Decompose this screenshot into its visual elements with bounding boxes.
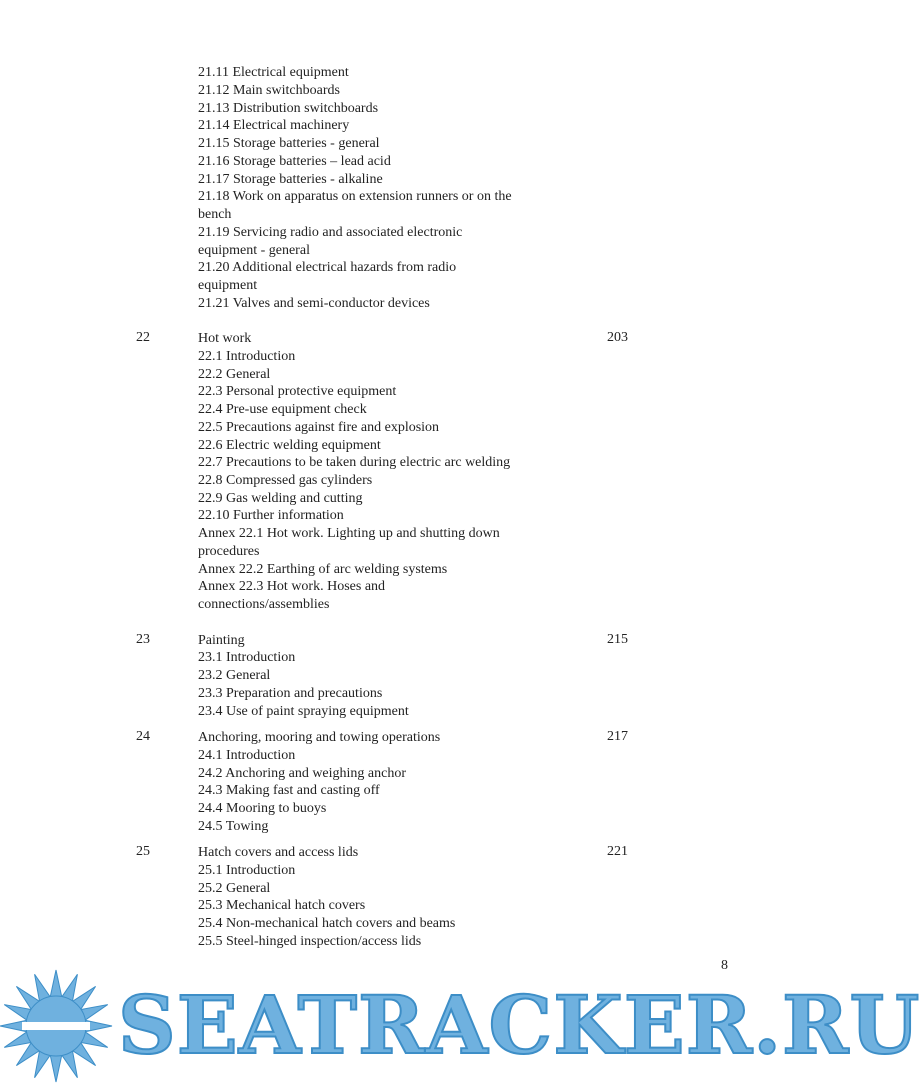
toc-entry: 21.15 Storage batteries - general bbox=[198, 136, 380, 151]
toc-entry: 25.1 Introduction bbox=[198, 863, 296, 878]
toc-entry: 24.4 Mooring to buoys bbox=[198, 801, 327, 816]
chapter-number: 23 bbox=[136, 632, 150, 647]
toc-entry: 21.21 Valves and semi-conductor devices bbox=[198, 296, 430, 311]
toc-entry: 23.1 Introduction bbox=[198, 650, 296, 665]
toc-entry: 21.20 Additional electrical hazards from radio bbox=[198, 260, 457, 275]
toc-entry: 22.4 Pre-use equipment check bbox=[198, 402, 367, 417]
toc-entry: Annex 22.1 Hot work. Lighting up and shutting down bbox=[198, 526, 500, 541]
toc-entry: Hot work bbox=[198, 331, 252, 346]
sun-icon bbox=[0, 970, 112, 1082]
toc-entry: 21.14 Electrical machinery bbox=[198, 118, 350, 133]
toc-entry: 21.18 Work on apparatus on extension runners or on the bbox=[198, 189, 512, 204]
chapter-number: 24 bbox=[136, 729, 150, 744]
chapter-page-number: 217 bbox=[607, 729, 628, 744]
toc-entry: 21.13 Distribution switchboards bbox=[198, 101, 379, 116]
toc-entry: 22.8 Compressed gas cylinders bbox=[198, 473, 373, 488]
chapter-page-number: 203 bbox=[607, 330, 628, 345]
toc-entry: 22.3 Personal protective equipment bbox=[198, 384, 397, 399]
chapter-number: 25 bbox=[136, 844, 150, 859]
toc-entry: Annex 22.3 Hot work. Hoses and bbox=[198, 579, 386, 594]
chapter-page-number: 215 bbox=[607, 632, 628, 647]
toc-entry: 23.4 Use of paint spraying equipment bbox=[198, 704, 409, 719]
toc-entry: 21.17 Storage batteries - alkaline bbox=[198, 172, 383, 187]
toc-entry: 24.2 Anchoring and weighing anchor bbox=[198, 766, 407, 781]
toc-entry: bench bbox=[198, 207, 232, 222]
toc-entry: connections/assemblies bbox=[198, 597, 330, 612]
toc-entry: 22.9 Gas welding and cutting bbox=[198, 491, 363, 506]
toc-entry: 21.19 Servicing radio and associated electronic bbox=[198, 225, 463, 240]
toc-entry: equipment bbox=[198, 278, 258, 293]
toc-entry: 21.12 Main switchboards bbox=[198, 83, 340, 98]
chapter-page-number: 221 bbox=[607, 844, 628, 859]
toc-entry: 22.7 Precautions to be taken during electric arc welding bbox=[198, 455, 511, 470]
watermark-text: SEATRACKER.RU bbox=[118, 978, 920, 1072]
chapter-number: 22 bbox=[136, 330, 150, 345]
toc-entry: 21.16 Storage batteries – lead acid bbox=[198, 154, 391, 169]
toc-entry: 24.3 Making fast and casting off bbox=[198, 783, 380, 798]
toc-entry: 22.1 Introduction bbox=[198, 349, 296, 364]
toc-entry: 22.6 Electric welding equipment bbox=[198, 438, 381, 453]
toc-entry: Painting bbox=[198, 633, 245, 648]
toc-entry: Annex 22.2 Earthing of arc welding systems bbox=[198, 562, 448, 577]
page-number: 8 bbox=[721, 958, 728, 973]
toc-entry: 23.2 General bbox=[198, 668, 271, 683]
toc-entry: 23.3 Preparation and precautions bbox=[198, 686, 383, 701]
toc-entry: 22.5 Precautions against fire and explosion bbox=[198, 420, 440, 435]
toc-entry: 25.3 Mechanical hatch covers bbox=[198, 898, 366, 913]
toc-entry: 25.5 Steel-hinged inspection/access lids bbox=[198, 934, 422, 949]
toc-entry: 22.2 General bbox=[198, 367, 271, 382]
toc-entry: 25.4 Non-mechanical hatch covers and beams bbox=[198, 916, 456, 931]
toc-entry: 24.1 Introduction bbox=[198, 748, 296, 763]
toc-entry: Hatch covers and access lids bbox=[198, 845, 359, 860]
toc-entry: procedures bbox=[198, 544, 260, 559]
toc-entry: equipment - general bbox=[198, 243, 310, 258]
toc-entry: 22.10 Further information bbox=[198, 508, 344, 523]
toc-entry: Anchoring, mooring and towing operations bbox=[198, 730, 441, 745]
toc-entry: 25.2 General bbox=[198, 881, 271, 896]
toc-entry: 24.5 Towing bbox=[198, 819, 269, 834]
toc-entry: 21.11 Electrical equipment bbox=[198, 65, 349, 80]
